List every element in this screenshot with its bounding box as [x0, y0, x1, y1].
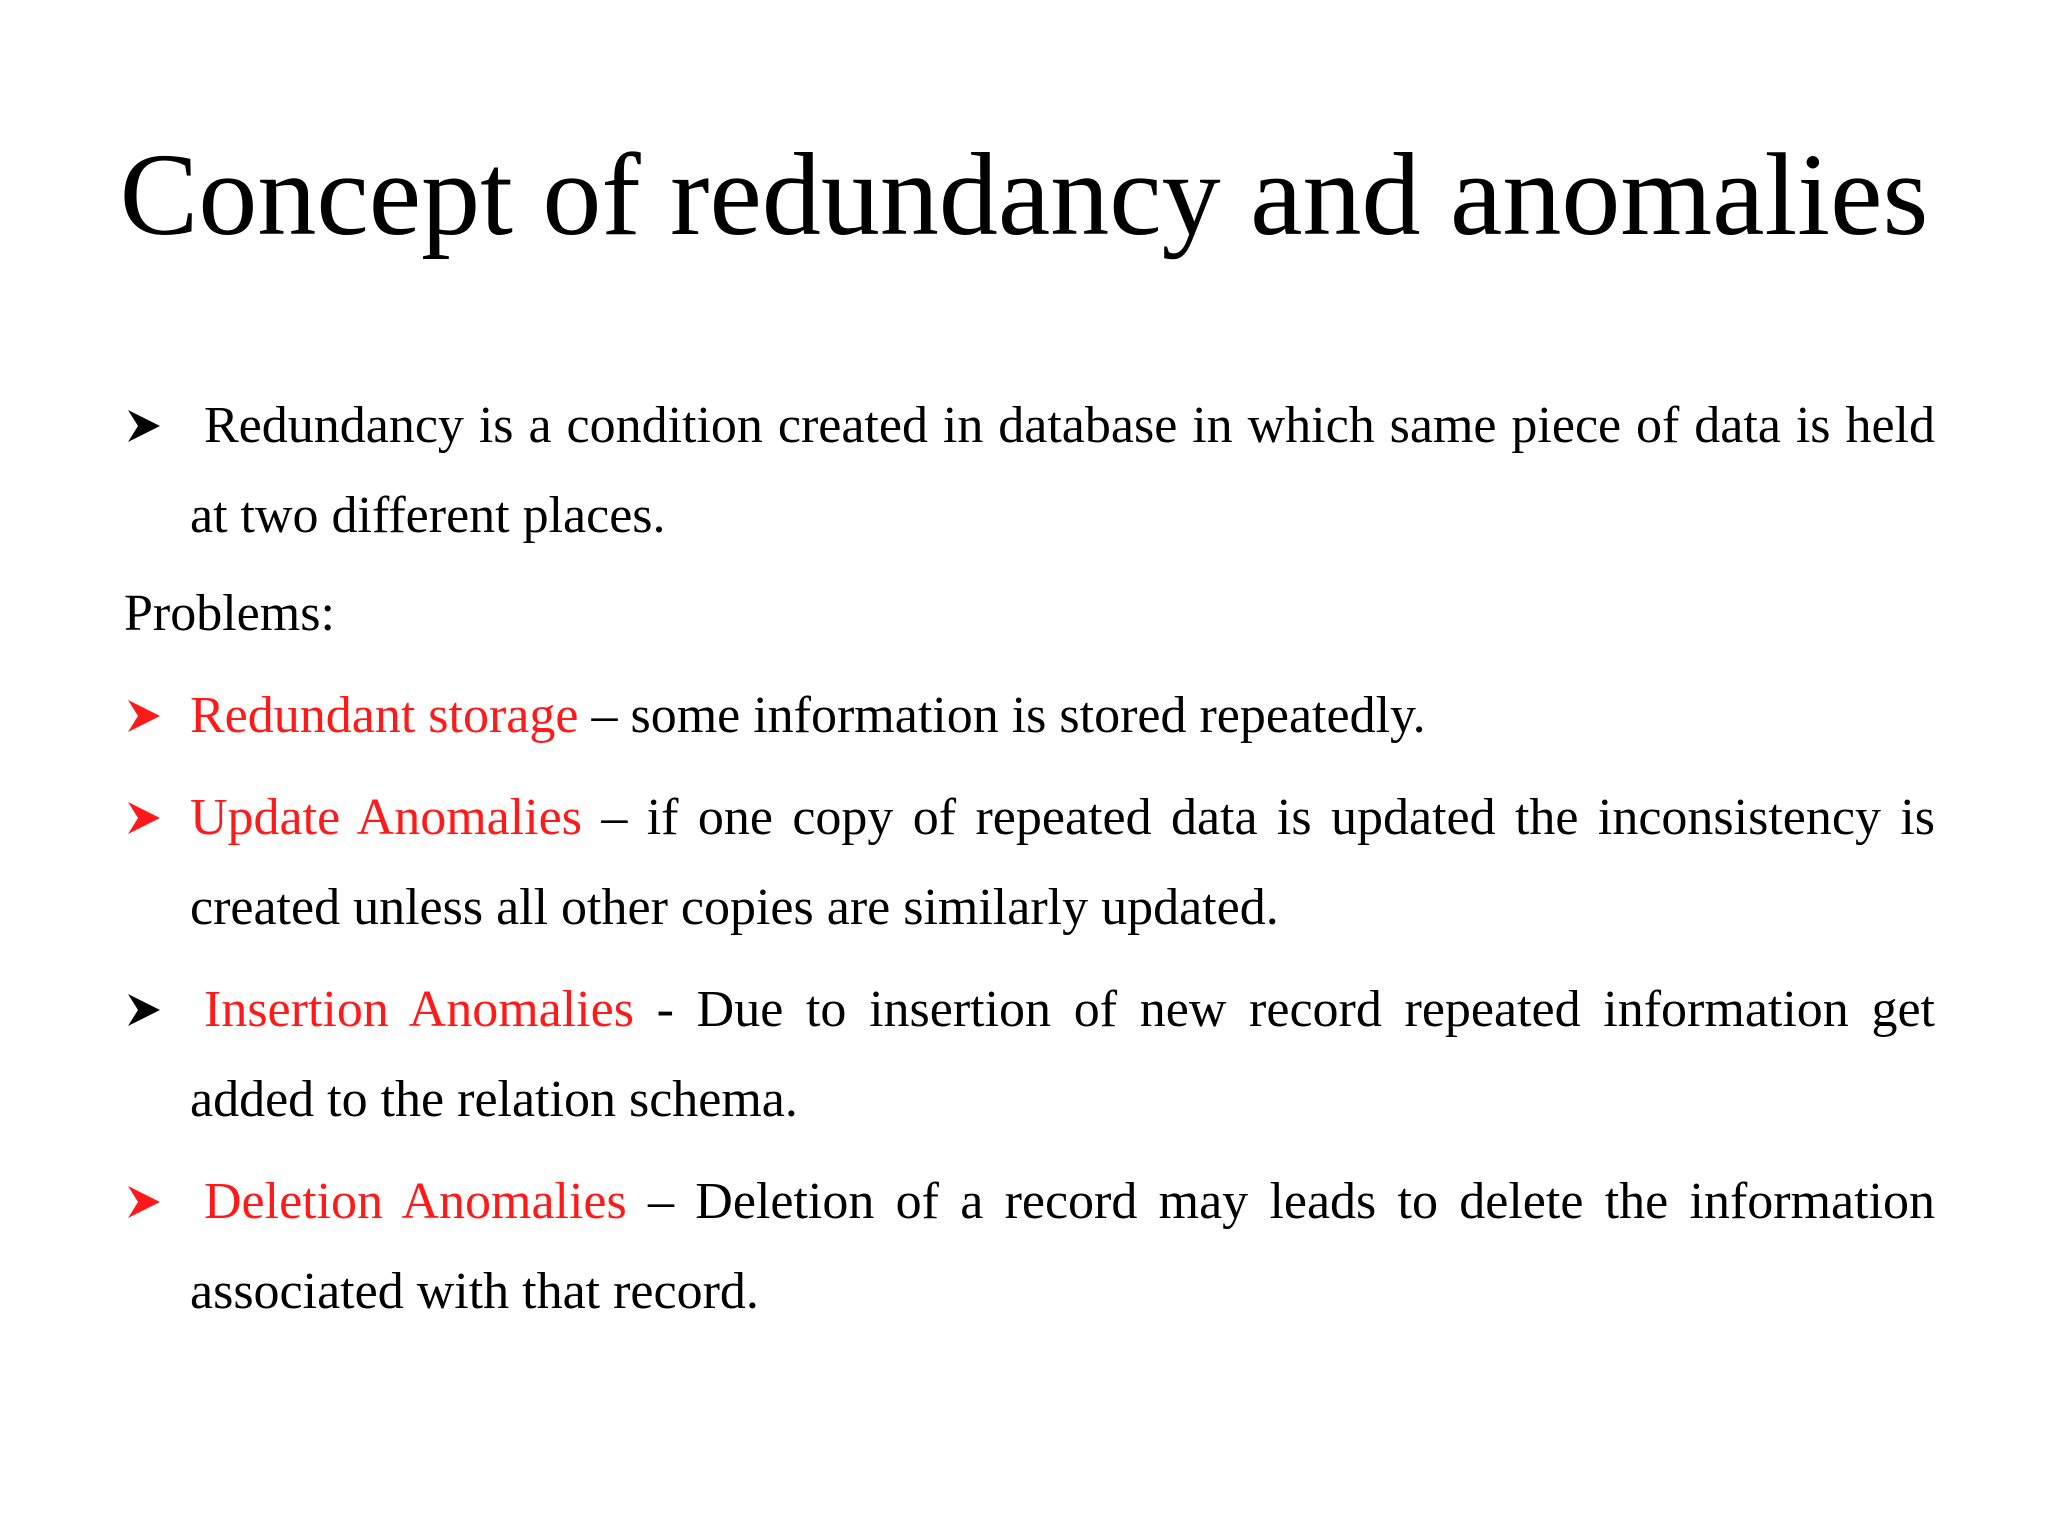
intro-text: Redundancy is a condition created in database in which same piece of data is held at two different places.: [190, 397, 1935, 544]
problems-label: Problems:: [124, 585, 335, 642]
item-term: Deletion Anomalies: [204, 1173, 627, 1230]
arrowhead-bullet-icon: [124, 381, 164, 471]
item-term: Update Anomalies: [190, 789, 582, 846]
slide-content: [124, 381, 1935, 1337]
item-text: - Due to insertion of new record repeated information get added to the relation schema.: [190, 981, 1936, 1128]
list-item-insertion-anomalies: [124, 965, 1935, 1145]
arrowhead-bullet-icon: [124, 1157, 164, 1247]
list-item-deletion-anomalies: [124, 1157, 1935, 1337]
item-text: – Deletion of a record may leads to delete the information associated with that record.: [190, 1173, 1935, 1320]
item-term: Insertion Anomalies: [204, 981, 634, 1038]
list-item-redundant-storage: [124, 671, 1935, 761]
arrowhead-bullet-icon: [124, 773, 164, 863]
list-item-update-anomalies: [124, 773, 1935, 953]
intro-bullet: [124, 381, 1935, 561]
item-text: – if one copy of repeated data is updated the inconsistency is created unless all other copies are similarly updated.: [190, 789, 1935, 936]
item-text: – some information is stored repeatedly.: [591, 687, 1426, 744]
arrowhead-bullet-icon: [124, 965, 164, 1055]
slide-title: Concept of redundancy and anomalies: [119, 129, 1929, 260]
item-term: Redundant storage: [190, 687, 579, 744]
arrowhead-bullet-icon: [124, 671, 164, 761]
